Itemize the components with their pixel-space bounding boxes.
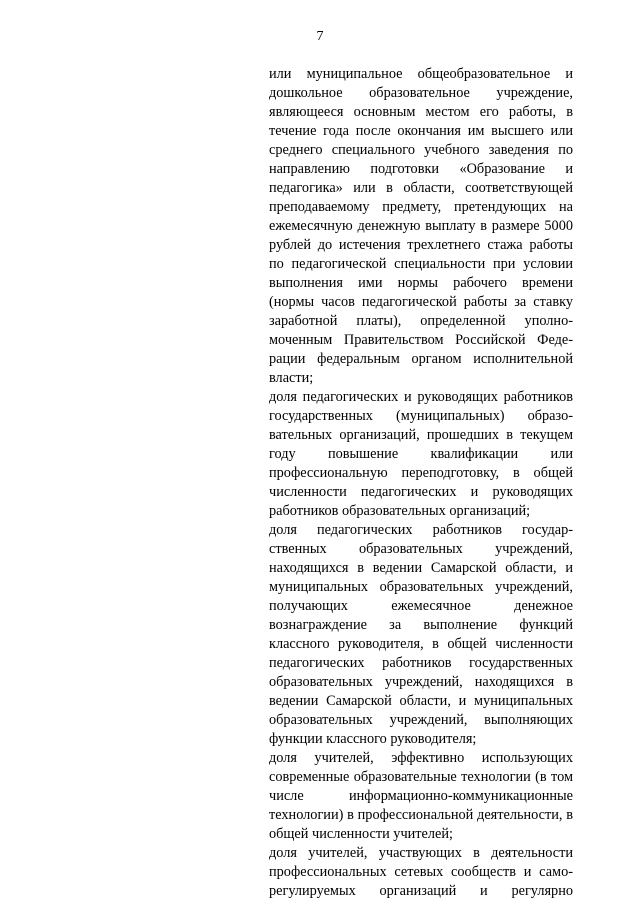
text-line: доля учителей, эффективно использующих	[269, 750, 573, 766]
text-line: моченным Правительством Российской Феде-	[269, 332, 573, 348]
text-line: ежемесячную денежную выплату в размере 5000	[269, 218, 573, 234]
text-line: вательных организаций, прошедших в текущем	[269, 427, 573, 443]
text-line: муниципальных образовательных учреждений,	[269, 579, 573, 595]
text-line: году повышение квалификации или	[269, 446, 573, 462]
text-line: доля педагогических и руководящих работников	[269, 389, 573, 405]
text-line: профессиональных сетевых сообществ и само-	[269, 864, 573, 880]
text-line: выполнения ими нормы рабочего времени	[269, 275, 573, 291]
text-line: классного руководителя, в общей численности	[269, 636, 573, 652]
text-line: профессиональную переподготовку, в общей	[269, 465, 573, 481]
paragraph-modern-technologies	[269, 749, 573, 844]
text-line: течение года после окончания им высшего или	[269, 123, 573, 139]
text-line: технологии) в профессиональной деятельности, в	[269, 807, 573, 823]
body-text	[269, 65, 573, 901]
text-line: получающих ежемесячное денежное	[269, 598, 573, 614]
text-line: вознаграждение за выполнение функций	[269, 617, 573, 633]
text-line: (нормы часов педагогической работы за ставку	[269, 294, 573, 310]
paragraph-professional-networks	[269, 844, 573, 901]
text-line: регулируемых организаций и регулярно	[269, 883, 573, 899]
page-number: 7	[316, 29, 324, 44]
paragraph-qualification-upgrade	[269, 388, 573, 521]
paragraph-young-teachers-payment	[269, 65, 573, 388]
text-line: государственных (муниципальных) образо-	[269, 408, 573, 424]
text-line: общей численности учителей;	[269, 826, 453, 842]
text-line: ведении Самарской области, и муниципальных	[269, 693, 573, 709]
text-line: находящихся в ведении Самарской области, и	[269, 560, 573, 576]
text-line: педагогических работников государственных	[269, 655, 573, 671]
text-line: дошкольное образовательное учреждение,	[269, 85, 573, 101]
text-line: власти;	[269, 370, 314, 386]
text-line: ственных образовательных учреждений,	[269, 541, 573, 557]
text-line: образовательных учреждений, выполняющих	[269, 712, 573, 728]
text-line: функции классного руководителя;	[269, 731, 477, 747]
text-line: преподаваемому предмету, претендующих на	[269, 199, 573, 215]
text-line: доля учителей, участвующих в деятельности	[269, 845, 573, 861]
text-line: педагогика» или в области, соответствующей	[269, 180, 573, 196]
text-line: числе информационно-коммуникационные	[269, 788, 573, 804]
text-line: заработной платы), определенной уполно-	[269, 313, 573, 329]
text-line: образовательных учреждений, находящихся в	[269, 674, 573, 690]
paragraph-class-teacher-reward	[269, 521, 573, 749]
text-line: по педагогической специальности при условии	[269, 256, 573, 272]
text-line: среднего специального учебного заведения по	[269, 142, 573, 158]
text-line: работников образовательных организаций;	[269, 503, 531, 519]
text-line: или муниципальное общеобразовательное и	[269, 66, 573, 82]
text-line: доля педагогических работников государ-	[269, 522, 573, 538]
text-line: численности педагогических и руководящих	[269, 484, 573, 500]
text-line: направлению подготовки «Образование и	[269, 161, 573, 177]
text-line: современные образовательные технологии (в том	[269, 769, 573, 785]
text-line: рублей до истечения трехлетнего стажа работы	[269, 237, 573, 253]
text-line: рации федеральным органом исполнительной	[269, 351, 573, 367]
text-line: являющееся основным местом его работы, в	[269, 104, 573, 120]
